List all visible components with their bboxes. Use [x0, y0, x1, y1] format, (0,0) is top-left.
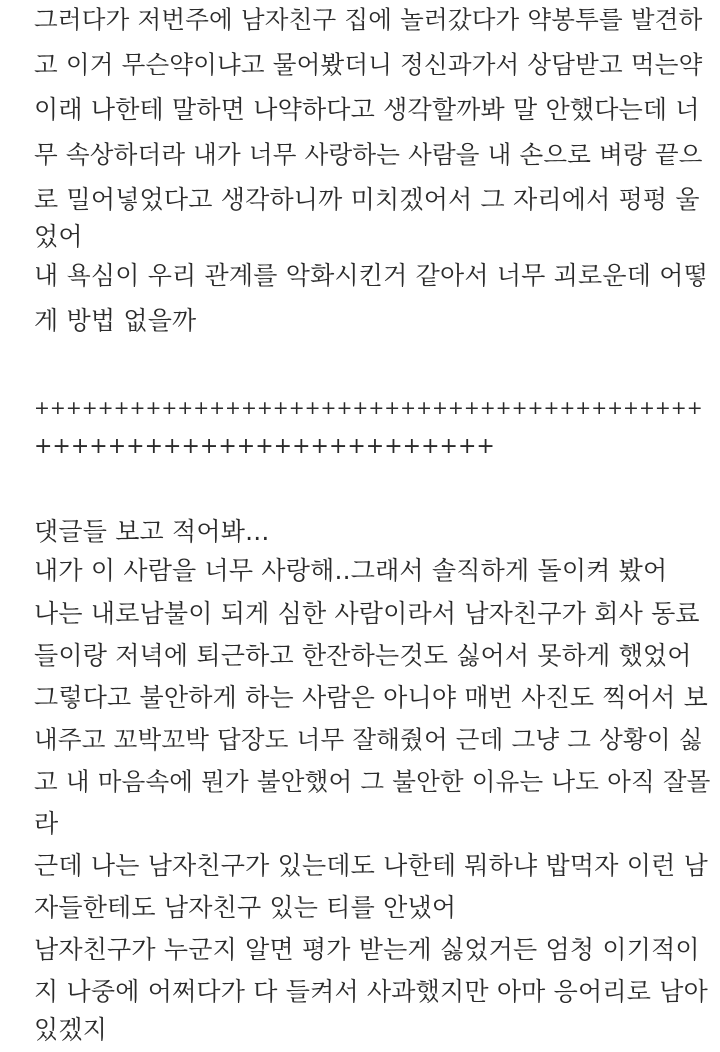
text-line: 그렇다고 불안하게 하는 사람은 아니야 매번 사진도 찍어서 보 — [34, 683, 708, 712]
separator-line: ++++++++++++++++++++++++++++++++++++++++++ — [34, 397, 703, 419]
text-line: 었어 — [34, 222, 83, 251]
text-line: 자들한테도 남자친구 있는 티를 안냈어 — [34, 893, 457, 922]
separator-line: +++++++++++++++++++++++++ — [34, 434, 495, 459]
text-line: 내가 이 사람을 너무 사랑해..그래서 솔직하게 돌이켜 봤어 — [34, 556, 668, 585]
text-line: 댓글들 보고 적어봐... — [34, 517, 270, 546]
text-line: 그러다가 저번주에 남자친구 집에 놀러갔다가 약봉투를 발견하 — [34, 5, 703, 34]
text-line: 라 — [34, 809, 59, 838]
text-line: 내주고 꼬박꼬박 답장도 너무 잘해줬어 근데 그냥 그 상황이 싫 — [34, 725, 703, 754]
text-line: 남자친구가 누군지 알면 평가 받는게 싫었거든 엄청 이기적이 — [34, 935, 700, 964]
text-line: 로 밀어넣었다고 생각하니까 미치겠어서 그 자리에서 펑펑 울 — [34, 185, 700, 214]
text-line: 무 속상하더라 내가 너무 사랑하는 사람을 내 손으로 벼랑 끝으 — [34, 140, 703, 169]
text-line: 내 욕심이 우리 관계를 악화시킨거 같아서 너무 괴로운데 어떻 — [34, 261, 708, 290]
text-line: 게 방법 없을까 — [34, 306, 197, 335]
text-line: 들이랑 저녁에 퇴근하고 한잔하는것도 싫어서 못하게 했었어 — [34, 641, 692, 670]
text-line: 있겠지 — [34, 1015, 108, 1044]
text-line: 이래 나한테 말하면 나약하다고 생각할까봐 말 안했다는데 너 — [34, 95, 700, 124]
text-line: 근데 나는 남자친구가 있는데도 나한테 뭐하냐 밥먹자 이런 남 — [34, 851, 708, 880]
text-line: 지 나중에 어쩌다가 다 들켜서 사과했지만 아마 응어리로 남아 — [34, 977, 708, 1006]
text-line: 고 이거 무슨약이냐고 물어봤더니 정신과가서 상담받고 먹는약 — [34, 50, 703, 79]
text-line: 나는 내로남불이 되게 심한 사람이라서 남자친구가 회사 동료 — [34, 599, 700, 628]
text-line: 고 내 마음속에 뭔가 불안했어 그 불안한 이유는 나도 아직 잘몰 — [34, 767, 711, 796]
